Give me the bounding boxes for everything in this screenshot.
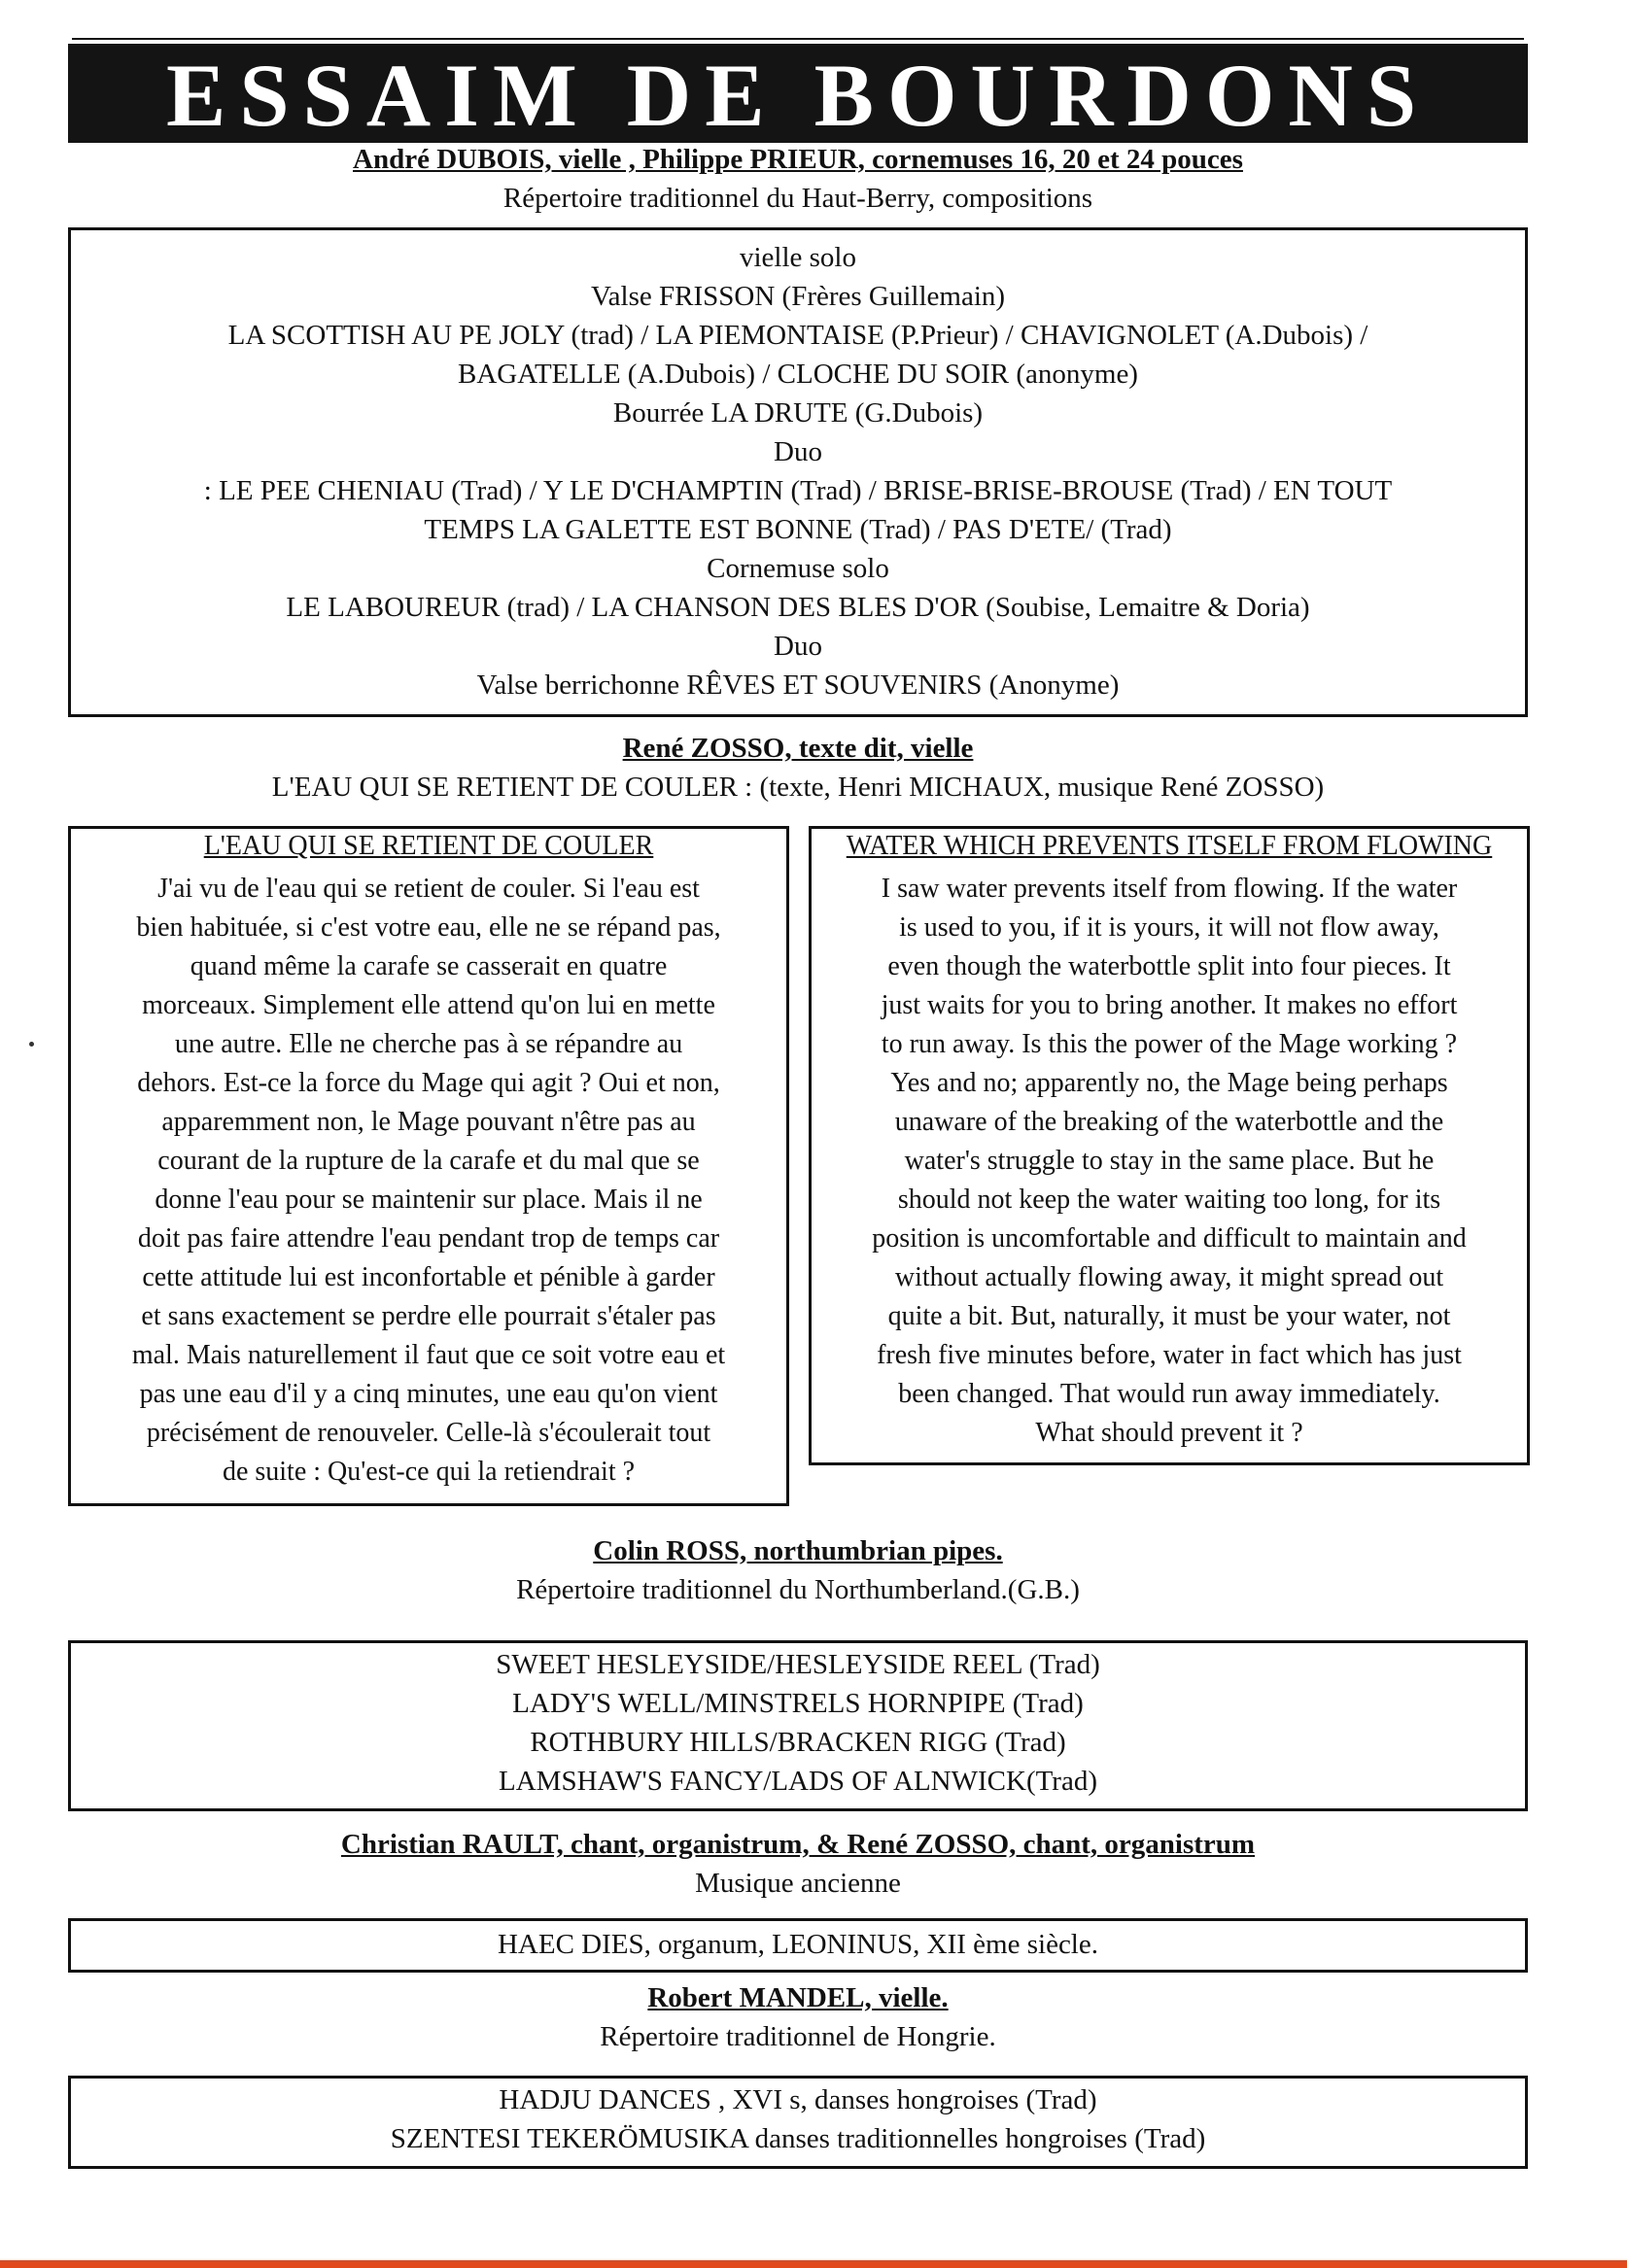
program-line: Bourrée LA DRUTE (G.Dubois)	[612, 397, 984, 429]
program-line: BAGATELLE (A.Dubois) / CLOCHE DU SOIR (anonyme)	[458, 359, 1138, 390]
text-line: de suite : Qu'est-ce qui la retiendrait ?	[222, 1457, 636, 1487]
program-box-dubois-prieur	[68, 227, 1528, 717]
program-line: HADJU DANCES , XVI s, danses hongroises (Trad)	[499, 2084, 1097, 2115]
bottom-edge-strip	[0, 2260, 1627, 2268]
program-box-rault-zosso	[68, 1918, 1528, 1973]
program-line: HAEC DIES, organum, LEONINUS, XII ème siècle.	[497, 1929, 1098, 1960]
text-line: pas une eau d'il y a cinq minutes, une eau qu'on vient	[139, 1379, 718, 1409]
mandel-repertoire: Répertoire traditionnel de Hongrie.	[600, 2021, 996, 2052]
program-line: : LE PEE CHENIAU (Trad) / Y LE D'CHAMPTIN (Trad) / BRISE-BRISE-BROUSE (Trad) / EN TOUT	[203, 475, 1393, 506]
text-line: position is uncomfortable and difficult to maintain and	[872, 1223, 1467, 1254]
text-line: should not keep the water waiting too long, for its	[897, 1185, 1441, 1215]
text-line: donne l'eau pour se maintenir sur place. Mais il ne	[155, 1185, 703, 1215]
text-line: been changed. That would run away immediately.	[898, 1379, 1440, 1409]
program-line: Duo	[774, 631, 822, 662]
text-line: just waits for you to bring another. It makes no effort	[881, 990, 1458, 1020]
program-box-mandel	[68, 2076, 1528, 2169]
text-line: et sans exactement se perdre elle pourrait s'étaler pas	[141, 1301, 716, 1331]
text-line: mal. Mais naturellement il faut que ce soit votre eau et	[131, 1340, 726, 1370]
english-text-box	[809, 826, 1530, 1465]
program-line: SZENTESI TEKERÖMUSIKA danses traditionnelles hongroises (Trad)	[390, 2123, 1206, 2154]
text-line: précisément de renouveler. Celle-là s'écoulerait tout	[146, 1418, 711, 1448]
text-line: water's struggle to stay in the same place. But he	[904, 1146, 1435, 1176]
rault-zosso-repertoire: Musique ancienne	[695, 1868, 901, 1899]
program-line: LAMSHAW'S FANCY/LADS OF ALNWICK(Trad)	[499, 1766, 1097, 1797]
french-text-box	[68, 826, 789, 1506]
text-line: dehors. Est-ce la force du Mage qui agit ? Oui et non,	[137, 1068, 720, 1098]
dubois-prieur-repertoire: Répertoire traditionnel du Haut-Berry, compositions	[502, 183, 1093, 214]
text-line: is used to you, if it is yours, it will not flow away,	[899, 912, 1439, 943]
text-line: bien habituée, si c'est votre eau, elle ne se répand pas,	[136, 912, 721, 943]
program-line: SWEET HESLEYSIDE/HESLEYSIDE REEL (Trad)	[496, 1649, 1100, 1680]
program-line: vielle solo	[739, 242, 856, 273]
text-line: to run away. Is this the power of the Mage working ?	[881, 1029, 1458, 1059]
zosso-heading: René ZOSSO, texte dit, vielle	[622, 733, 974, 764]
zosso-subtitle: L'EAU QUI SE RETIENT DE COULER : (texte, Henri MICHAUX, musique René ZOSSO)	[271, 772, 1325, 803]
dubois-prieur-heading: André DUBOIS, vielle , Philippe PRIEUR, cornemuses 16, 20 et 24 pouces	[353, 144, 1243, 175]
mandel-heading: Robert MANDEL, vielle.	[647, 1982, 949, 2013]
program-line: Valse FRISSON (Frères Guillemain)	[590, 281, 1006, 312]
text-line: quand même la carafe se casserait en quatre	[190, 951, 668, 981]
text-line: I saw water prevents itself from flowing. If the water	[881, 874, 1458, 904]
program-line: LE LABOUREUR (trad) / LA CHANSON DES BLES D'OR (Soubise, Lemaitre & Doria)	[286, 592, 1310, 623]
program-line: LA SCOTTISH AU PE JOLY (trad) / LA PIEMONTAISE (P.Prieur) / CHAVIGNOLET (A.Dubois) /	[227, 320, 1368, 351]
text-line: une autre. Elle ne cherche pas à se répandre au	[174, 1029, 683, 1059]
text-line: apparemment non, le Mage pouvant n'être pas au	[161, 1107, 696, 1137]
program-line: Valse berrichonne RÊVES ET SOUVENIRS (Anonyme)	[476, 670, 1120, 701]
french-text-body	[77, 870, 780, 1492]
text-line: J'ai vu de l'eau qui se retient de couler. Si l'eau est	[157, 874, 700, 904]
text-line: cette attitude lui est inconfortable et pénible à garder	[142, 1262, 715, 1292]
text-line: doit pas faire attendre l'eau pendant trop de temps car	[137, 1223, 720, 1254]
french-text-title: L'EAU QUI SE RETIENT DE COULER	[203, 831, 654, 861]
text-line: without actually flowing away, it might spread out	[894, 1262, 1444, 1292]
text-line: Yes and no; apparently no, the Mage being perhaps	[890, 1068, 1448, 1098]
text-line: morceaux. Simplement elle attend qu'on lui en mette	[142, 990, 715, 1020]
text-line: courant de la rupture de la carafe et du mal que se	[157, 1146, 700, 1176]
margin-speck	[29, 1042, 34, 1047]
rault-zosso-heading: Christian RAULT, chant, organistrum, & René ZOSSO, chant, organistrum	[340, 1829, 1256, 1860]
program-line: Cornemuse solo	[707, 553, 889, 584]
program-title-banner: ESSAIM DE BOURDONS	[68, 44, 1528, 143]
ross-heading: Colin ROSS, northumbrian pipes.	[593, 1535, 1003, 1566]
text-line: fresh five minutes before, water in fact which has just	[877, 1340, 1462, 1370]
program-line: LADY'S WELL/MINSTRELS HORNPIPE (Trad)	[512, 1688, 1084, 1719]
program-box-ross	[68, 1640, 1528, 1811]
program-line: Duo	[774, 436, 822, 467]
program-line: TEMPS LA GALETTE EST BONNE (Trad) / PAS D'ETE/ (Trad)	[424, 514, 1172, 545]
text-line: quite a bit. But, naturally, it must be your water, not	[887, 1301, 1451, 1331]
text-line: unaware of the breaking of the waterbottle and the	[894, 1107, 1444, 1137]
text-line: even though the waterbottle split into four pieces. It	[887, 951, 1451, 981]
english-text-title: WATER WHICH PREVENTS ITSELF FROM FLOWING	[846, 831, 1493, 861]
program-line: ROTHBURY HILLS/BRACKEN RIGG (Trad)	[530, 1727, 1066, 1758]
ross-repertoire: Répertoire traditionnel du Northumberland.(G.B.)	[516, 1574, 1080, 1605]
english-text-body	[817, 870, 1521, 1453]
text-line: What should prevent it ?	[1035, 1418, 1303, 1448]
